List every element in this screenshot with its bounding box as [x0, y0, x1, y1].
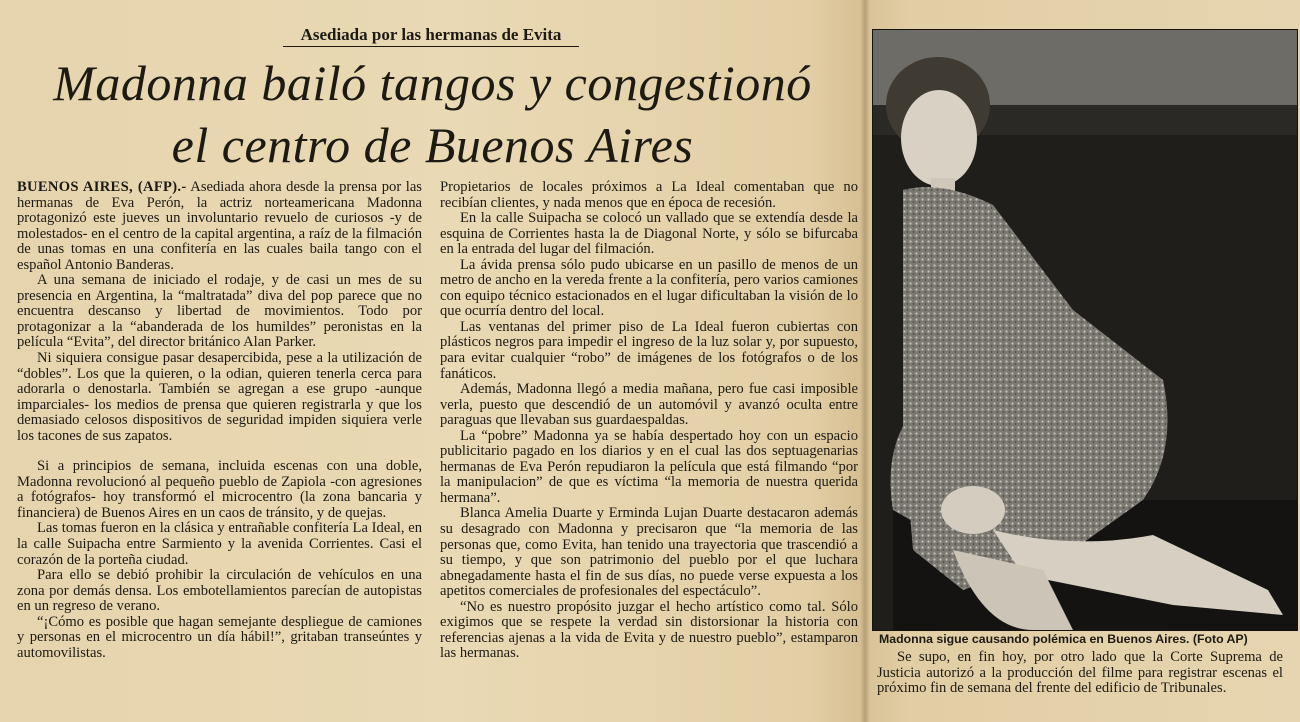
paragraph: BUENOS AIRES, (AFP).- Asediada ahora desde la prensa por las hermanas de Eva Perón, la actriz norteamericana Madonna protagonizó este jueves un involuntario revuelo de curiosos -y de molestados- en el centro de la capital argentina, a raíz de la filmación de unas tomas en una confitería en las cuales baila tango con el español Antonio Banderas.	[17, 179, 422, 273]
face	[901, 90, 977, 186]
paragraph: Se supo, en fin hoy, por otro lado que la Corte Suprema de Justicia autorizó a la producción del filme para registrar escenas el próximo fin de semana del frente del edificio de Tribunales.	[877, 649, 1283, 697]
headline	[10, 52, 855, 176]
paragraph: Si a principios de semana, incluida escenas con una doble, Madonna revolucionó al pequeño pueblo de Zapiola -con agresiones a fotógrafos- hoy transformó el microcentro (la zona bancaria y financiera) de Buenos Aires en un caos de tránsito, y de quejas.	[17, 458, 422, 521]
paragraph: Para ello se debió prohibir la circulación de vehículos en una zona por demás densa. Los embotellamientos parecían de autopistas en un regreso de verano.	[17, 567, 422, 615]
paragraph: La ávida prensa sólo pudo ubicarse en un pasillo de menos de un metro de ancho en la vereda frente a la confitería, pero varios camiones con equipo técnico estacionados en el lugar dificultaban la visión de lo que ocurría dentro del local.	[440, 256, 858, 320]
paragraph: Las ventanas del primer piso de La Ideal fueron cubiertas con plásticos negros para impedir el ingreso de la luz solar y, por supuesto, para evitar cualquier “robo” de imágenes de los fotógrafos o de los fanáticos.	[440, 318, 858, 382]
paragraph: Blanca Amelia Duarte y Erminda Lujan Duarte destacaron además su desagrado con Madonna y precisaron que “la memoria de las personas que, como Evita, han tenido una trayectoria que trascendió a su tiempo, y que son patrimonio del pueblo por el que luchara abnegadamente hasta el fin de sus días, no puede verse expuesta a los apetitos comerciales de profesionales del espectáculo”.	[440, 505, 858, 600]
paragraph: A una semana de iniciado el rodaje, y de casi un mes de su presencia en Argentina, la “maltratada” diva del pop parece que no encuentra descanso y libertad de movimientos. Todo por protagonizar a la “abanderada de los humildes” peronistas en la película “Evita”, del director británico Alan Parker.	[17, 272, 422, 351]
photo-caption: Madonna sigue causando polémica en Buenos Aires. (Foto AP)	[879, 632, 1248, 646]
paragraph: Las tomas fueron en la clásica y entrañable confitería La Ideal, en la calle Suipacha entre Sarmiento y la avenida Corrientes. Casi el corazón de la porteña ciudad.	[17, 520, 422, 568]
photo-illustration	[873, 30, 1297, 630]
column-1	[17, 180, 422, 661]
paragraph: Además, Madonna llegó a media mañana, pero fue casi imposible verla, puesto que descendió de un automóvil y avanzó oculta entre paraguas que llevaban sus guardaespaldas.	[440, 381, 858, 429]
paragraph: Propietarios de locales próximos a La Ideal comentaban que no recibían clientes, y nada menos que en época de recesión.	[440, 179, 858, 211]
paragraph: En la calle Suipacha se colocó un vallado que se extendía desde la esquina de Corrientes hasta la de Diagonal Norte, y sólo se bifurcaba en la entrada del lugar del filmación.	[440, 210, 858, 258]
paragraph: Ni siquiera consigue pasar desapercibida, pese a la utilización de “dobles”. Los que la quieren, o la odian, quieren tenerla cerca para adorarla o denostarla. También se agregan a ese grupo -aunque imparciales- los medios de prensa que quieren registrarla y que los demasiado celosos dispositivos de seguridad impiden siquiera verle los tacones de sus zapatos.	[17, 350, 422, 444]
headline-line-1: Madonna bailó tangos y congestionó	[53, 55, 812, 111]
column-2	[440, 180, 858, 662]
paragraph: La “pobre” Madonna ya se había despertado hoy con un espacio publicitario pagado en los diarios y en el cual las dos septuagenarias hermanas de Eva Perón repudiaron la película que está filmando “por la manipulacion” de que es víctima “la memoria de nuestra querida hermana”.	[440, 427, 858, 506]
dateline: BUENOS AIRES, (AFP).-	[17, 179, 187, 195]
paragraph: “No es nuestro propósito juzgar el hecho artístico como tal. Sólo exigimos que se respete la verdad sin distorsionar la historia con referencias ajenas a la vida de Evita y de nuestro pueblo”, estamparon las hermanas.	[440, 598, 858, 662]
column-3	[877, 650, 1283, 697]
paragraph: “¡Cómo es posible que hagan semejante despliegue de camiones y personas en el microcentro un día hábil!”, gritaban transeúntes y automovilistas.	[17, 613, 422, 661]
photo	[872, 29, 1298, 631]
page-fold	[860, 0, 870, 722]
headline-line-2: el centro de Buenos Aires	[171, 117, 694, 173]
hand	[941, 486, 1005, 534]
kicker: Asediada por las hermanas de Evita	[283, 25, 579, 47]
